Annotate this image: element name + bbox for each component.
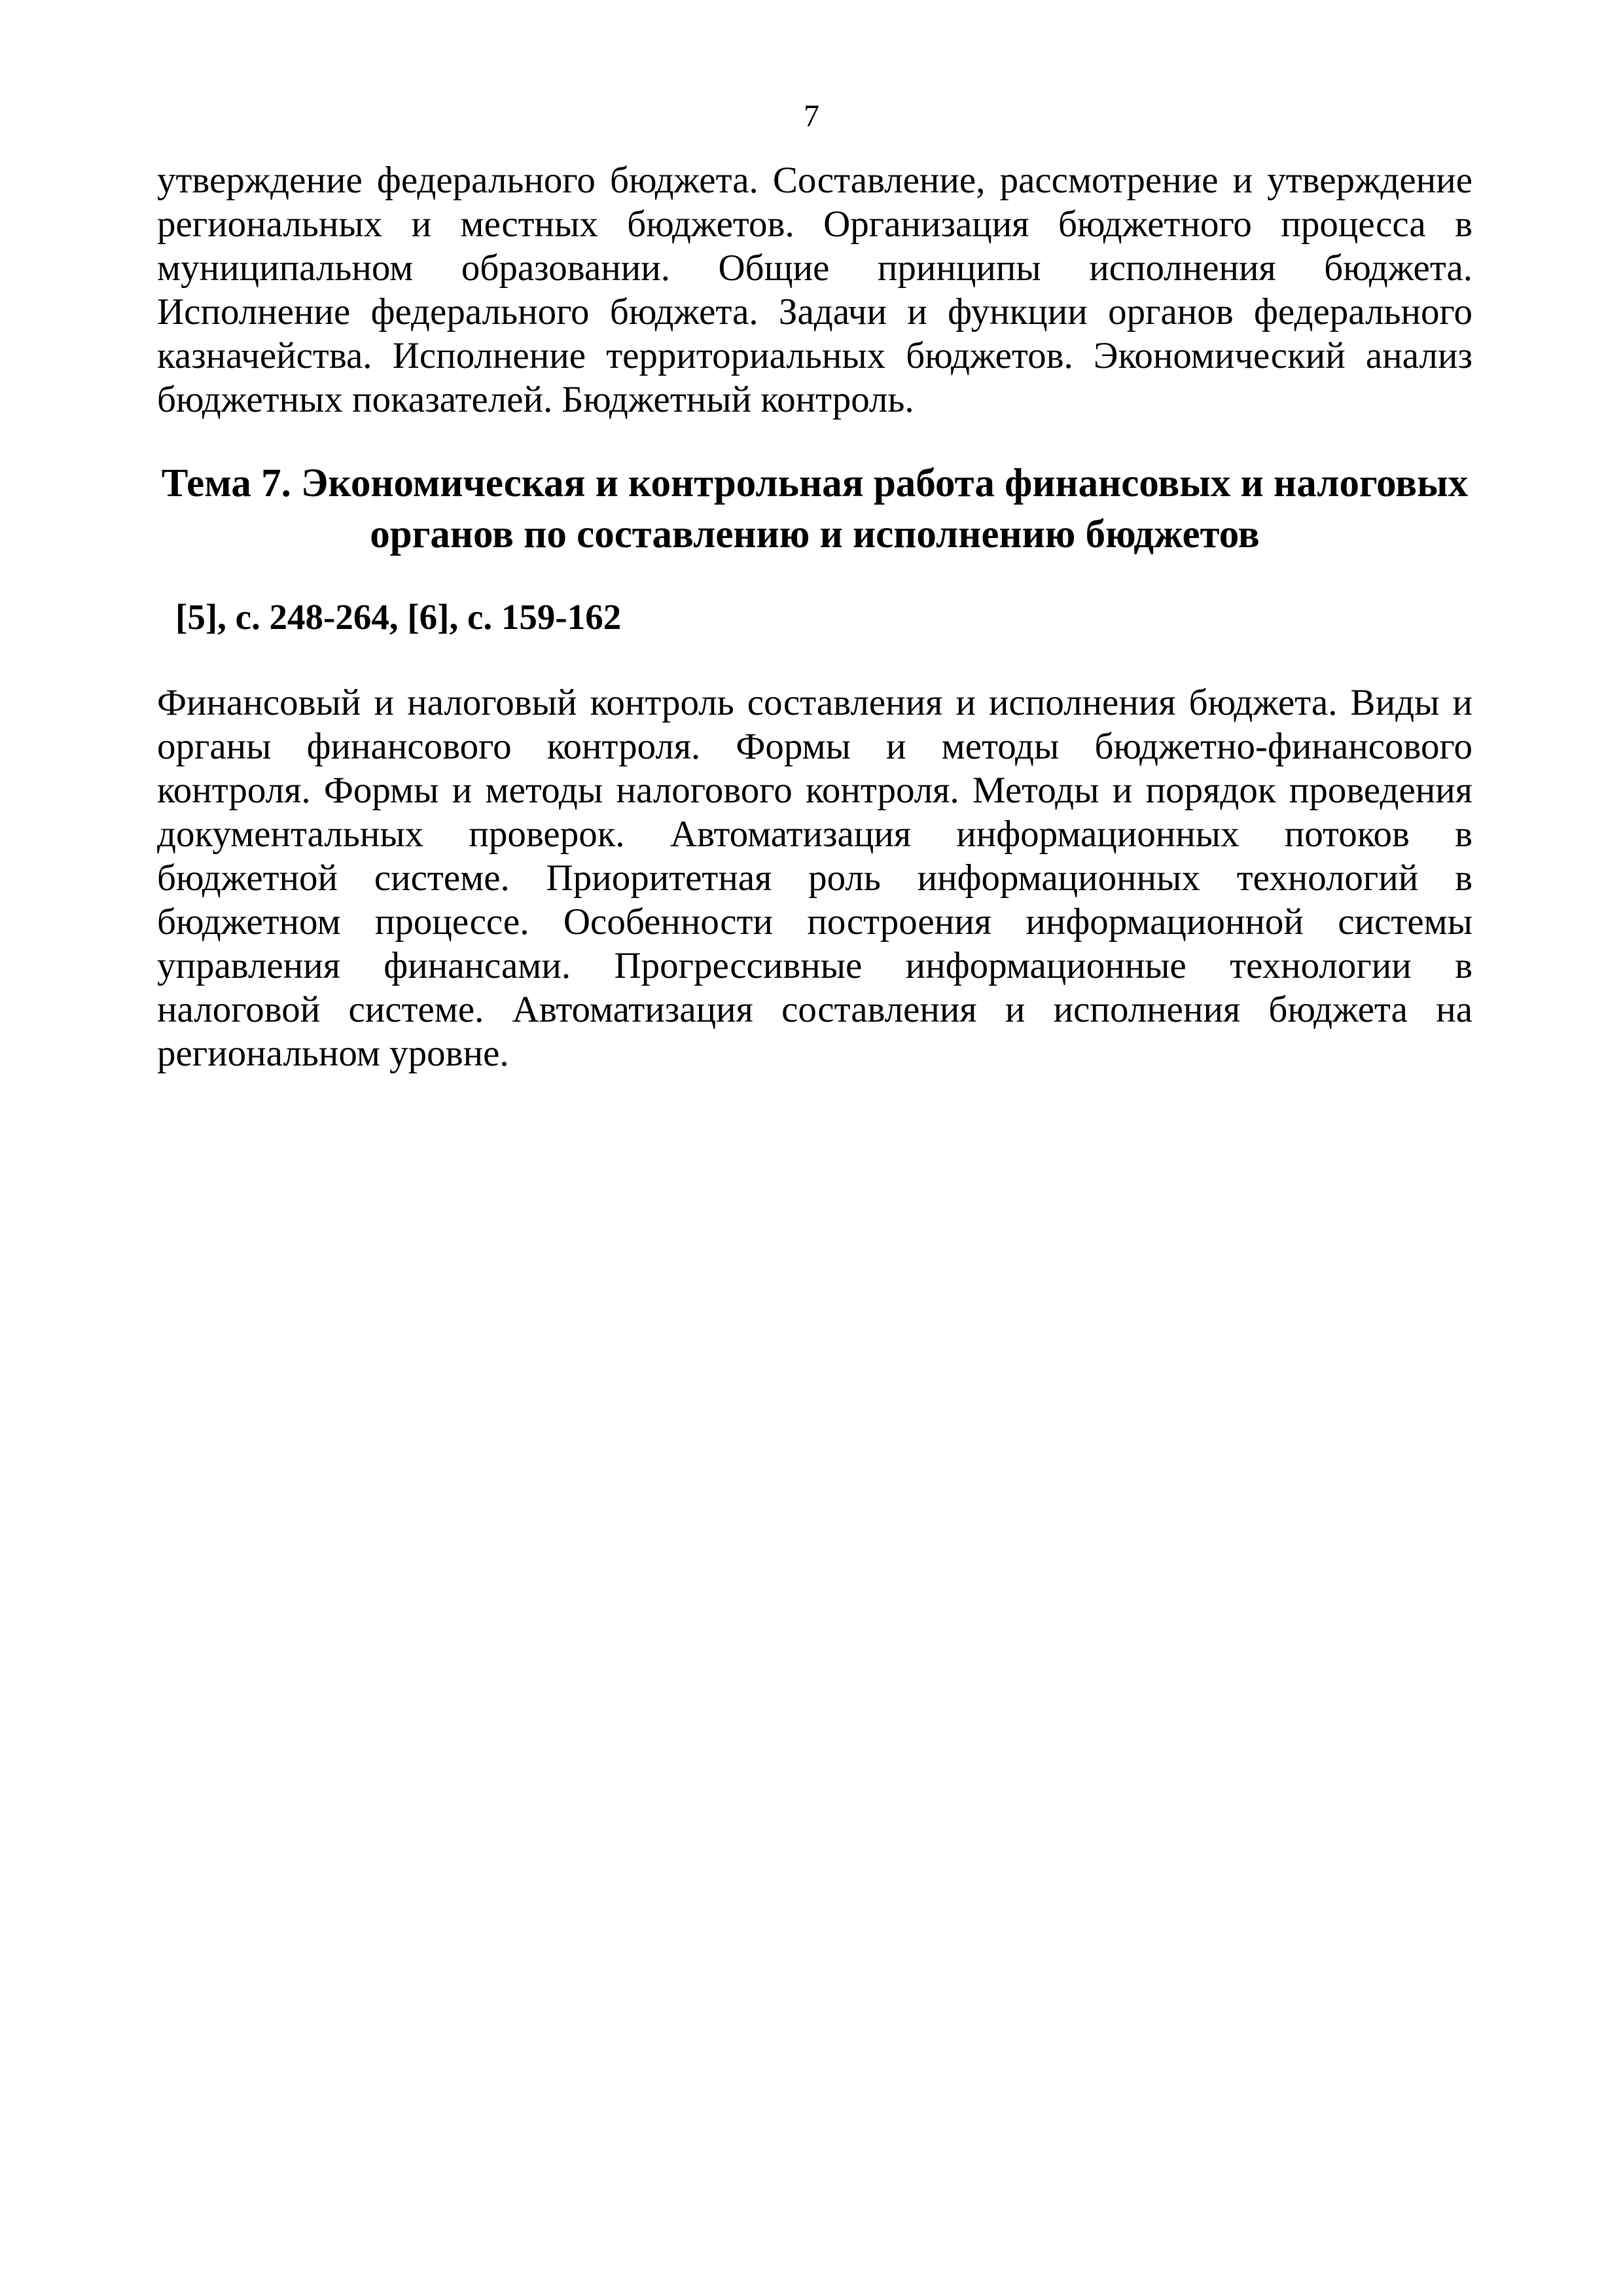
continued-paragraph: утверждение федерального бюджета. Составление, рассмотрение и утверждение региональных и местных бюджетов. Организация бюджетного процесса в муниципальном образовании. Общие принципы исполнения бюджета. Исполнение федерального бюджета. Задачи и функции органов федерального казначейства. Исполнение территориальных бюджетов. Экономический анализ бюджетных показателей. Бюджетный контроль. <box>157 160 1472 420</box>
section-heading: Тема 7. Экономическая и контрольная работа финансовых и налоговых органов по составлению и исполнению бюджетов <box>161 461 1469 556</box>
section-body-paragraph: Финансовый и налоговый контроль составления и исполнения бюджета. Виды и органы финансового контроля. Формы и методы бюджетно-финансового контроля. Формы и методы налогового контроля. Методы и порядок проведения документальных проверок. Автоматизация информационных потоков в бюджетной системе. Приоритетная роль информационных технологий в бюджетном процессе. Особенности построения информационной системы управления финансами. Прогрессивные информационные технологии в налоговой системе. Автоматизация составления и исполнения бюджета на региональном уровне. <box>157 682 1472 1074</box>
section-references: [5], с. 248-264, [6], с. 159-162 <box>175 597 622 637</box>
page-number: 7 <box>804 99 819 134</box>
